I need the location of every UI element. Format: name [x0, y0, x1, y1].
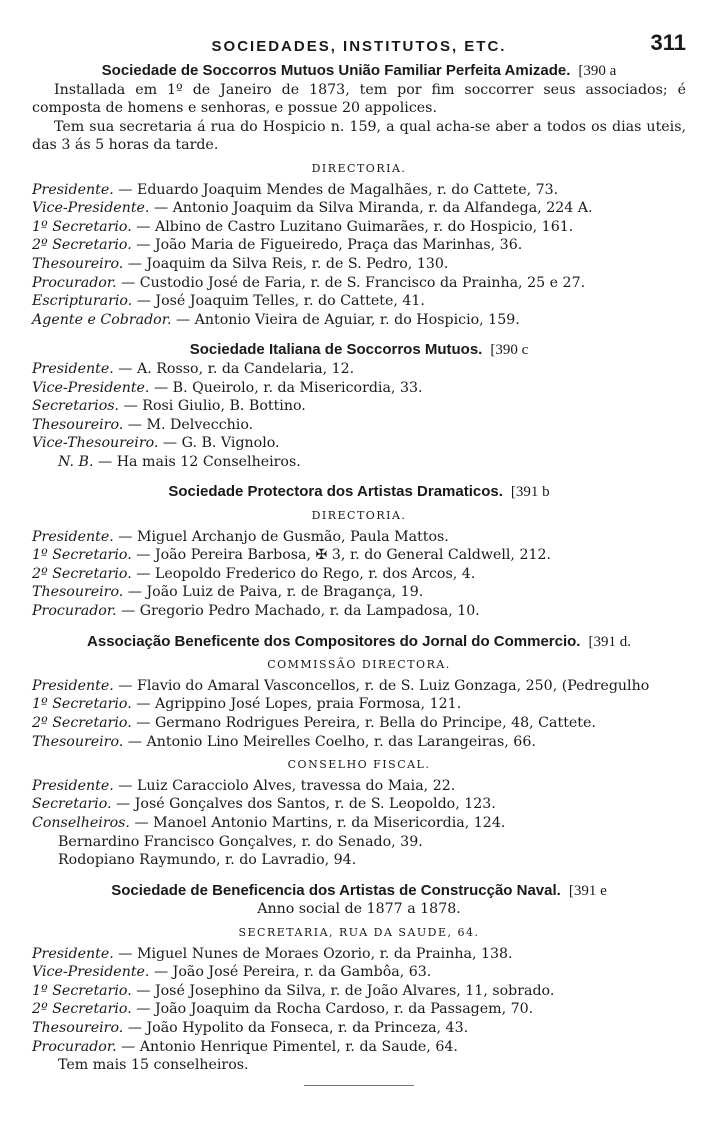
entry: Vice-Thesoureiro. — G. B. Vignolo.: [32, 435, 280, 452]
entry: 1º Secretario. — João Pereira Barbosa, ✠ 3, r. do General Caldwell, 212.: [32, 547, 552, 564]
entry-text: João Hypolito da Fonseca, r. da Princeza, 43.: [146, 1019, 469, 1036]
page-header: [32, 30, 686, 62]
entry: Escripturario. — José Joaquim Telles, r. do Cattete, 41.: [32, 293, 425, 310]
role-label: Conselheiros.: [32, 814, 130, 831]
entry: 1º Secretario. — Albino de Castro Luzitano Guimarães, r. do Hospicio, 161.: [32, 218, 574, 235]
entry: Vice-Presidente. — Antonio Joaquim da Silva Miranda, r. da Alfandega, 224 A.: [32, 200, 593, 217]
entry: 2º Secretario. — Germano Rodrigues Pereira, r. Bella do Principe, 48, Cattete.: [32, 715, 596, 731]
entry: Vice-Presidente. — B. Queirolo, r. da Misericordia, 33.: [32, 379, 423, 396]
entry: Secretarios. — Rosi Giulio, B. Bottino.: [32, 398, 306, 415]
subheading: COMMISSÃO DIRECTORA.: [267, 658, 451, 672]
entry: Thesoureiro. — João Luiz de Paiva, r. de Bragança, 19.: [32, 584, 424, 601]
entry-text: M. Delvecchio.: [146, 416, 254, 433]
section-artistas-dramaticos: [32, 483, 686, 620]
role-label: Thesoureiro.: [32, 733, 124, 750]
section-ref: [391 b: [510, 484, 550, 501]
entry: 1º Secretario. — Agrippino José Lopes, praia Formosa, 121.: [32, 696, 462, 713]
entry-text: Eduardo Joaquim Mendes de Magalhães, r. do Cattete, 73.: [136, 181, 559, 198]
role-label: Secretario.: [32, 796, 112, 813]
section-title: Sociedade de Soccorros Mutuos União Familiar Perfeita Amizade. [390 a: [101, 62, 617, 79]
role-label: 2º Secretario.: [32, 715, 132, 731]
role-label: Presidente.: [32, 181, 114, 198]
section-subtitle: Anno social de 1877 a 1878.: [257, 901, 461, 918]
role-label: Vice-Presidente.: [32, 964, 150, 981]
role-label: 1º Secretario.: [32, 696, 132, 713]
note-text: Ha mais 12 Conselheiros.: [116, 453, 301, 470]
entry-text: José Gonçalves dos Santos, r. de S. Leopoldo, 123.: [134, 796, 496, 813]
entry: Secretario. — José Gonçalves dos Santos, r. de S. Leopoldo, 123.: [32, 796, 496, 813]
section-ref: [390 a: [578, 63, 617, 79]
role-label: 1º Secretario.: [32, 982, 132, 999]
entry-text: Agrippino José Lopes, praia Formosa, 121.: [154, 696, 462, 713]
entry-text: Flavio do Amaral Vasconcellos, r. de S. Luiz Gonzaga, 250, (Pedregulho: [136, 677, 650, 694]
entry-text: Gregorio Pedro Machado, r. da Lampadosa, 10.: [139, 603, 480, 620]
role-label: Presidente.: [32, 360, 114, 377]
section-title: Sociedade Protectora dos Artistas Dramaticos. [391 b: [168, 483, 550, 501]
entry: Thesoureiro. — M. Delvecchio.: [32, 416, 254, 433]
entry: Presidente. — Eduardo Joaquim Mendes de Magalhães, r. do Cattete, 73.: [32, 181, 559, 198]
entry: Procurador. — Gregorio Pedro Machado, r. da Lampadosa, 10.: [32, 603, 480, 620]
section-ref: [391 e: [568, 882, 607, 899]
role-label: 2º Secretario.: [32, 1001, 132, 1018]
entry: Presidente. — A. Rosso, r. da Candelaria, 12.: [32, 360, 355, 377]
entry-text: João Joaquim da Rocha Cardoso, r. da Passagem, 70.: [154, 1001, 534, 1018]
subheading: CONSELHO FISCAL.: [287, 758, 431, 772]
section-title: Associação Beneficente dos Compositores do Jornal do Commercio. [391 d.: [87, 632, 631, 650]
entry: Procurador. — Custodio José de Faria, r. de S. Francisco da Prainha, 25 e 27.: [32, 274, 586, 291]
entry-text: Antonio Vieira de Aguiar, r. do Hospicio, 159.: [194, 311, 520, 328]
subheading: DIRECTORIA.: [311, 161, 407, 175]
section-gap: [32, 870, 686, 882]
section-uniao-familiar: [32, 62, 686, 329]
entry: Presidente. — Miguel Archanjo de Gusmão, Paula Mattos.: [32, 528, 449, 545]
section-gap: [32, 471, 686, 483]
entry: Agente e Cobrador. — Antonio Vieira de Aguiar, r. do Hospicio, 159.: [32, 311, 520, 328]
section-gap: [32, 329, 686, 341]
subheading: SECRETARIA, RUA DA SAUDE, 64.: [238, 925, 480, 939]
entry: Conselheiros. — Manoel Antonio Martins, r. da Misericordia, 124.: [32, 814, 506, 831]
role-label: Procurador.: [32, 1038, 117, 1055]
entry: 2º Secretario. — João Joaquim da Rocha Cardoso, r. da Passagem, 70.: [32, 1001, 534, 1018]
role-label: Presidente.: [32, 677, 114, 694]
role-label: Presidente.: [32, 777, 114, 794]
role-label: 1º Secretario.: [32, 218, 132, 235]
section-compositores: [32, 633, 686, 870]
paragraph: Installada em 1º de Janeiro de 1873, tem por fim soccorrer seus associados; é composta de homens e senhoras, e possue 20 appolices.: [32, 81, 686, 117]
entry-text: Leopoldo Frederico do Rego, r. dos Arcos, 4.: [154, 565, 476, 582]
role-label: Procurador.: [32, 274, 117, 291]
end-rule: [304, 1085, 414, 1086]
entry-text: João Luiz de Paiva, r. de Bragança, 19.: [146, 584, 424, 601]
role-label: Thesoureiro.: [32, 416, 124, 433]
section-italiana: [32, 341, 686, 471]
entry-text: Antonio Joaquim da Silva Miranda, r. da Alfandega, 224 A.: [172, 200, 593, 217]
entry: 2º Secretario. — João Maria de Figueiredo, Praça das Marinhas, 36.: [32, 237, 523, 254]
running-title: SOCIEDADES, INSTITUTOS, ETC.: [211, 38, 507, 55]
entry-text: Luiz Caracciolo Alves, travessa do Maia, 22.: [136, 777, 456, 794]
entry: Thesoureiro. — Antonio Lino Meirelles Coelho, r. das Larangeiras, 66.: [32, 733, 536, 750]
role-label: 1º Secretario.: [32, 547, 132, 564]
entry-text: Rosi Giulio, B. Bottino.: [142, 398, 306, 415]
role-label: Vice-Presidente.: [32, 200, 150, 217]
entry: 1º Secretario. — José Josephino da Silva, r. de João Alvares, 11, sobrado.: [32, 982, 555, 999]
entry: Thesoureiro. — João Hypolito da Fonseca, r. da Princeza, 43.: [32, 1019, 469, 1036]
entry: Thesoureiro. — Joaquim da Silva Reis, r. de S. Pedro, 130.: [32, 255, 449, 272]
section-ref: [390 c: [490, 342, 529, 359]
entry-text: Custodio José de Faria, r. de S. Francisco da Prainha, 25 e 27.: [139, 274, 586, 291]
entry-text: Antonio Lino Meirelles Coelho, r. das Larangeiras, 66.: [146, 733, 536, 750]
role-label: Thesoureiro.: [32, 1019, 124, 1036]
role-label: Vice-Thesoureiro.: [32, 435, 159, 452]
entry-continuation: Bernardino Francisco Gonçalves, r. do Senado, 39.: [58, 833, 423, 850]
entry-text: G. B. Vignolo.: [181, 435, 280, 452]
entry: Presidente. — Luiz Caracciolo Alves, travessa do Maia, 22.: [32, 777, 456, 794]
closing-line: Tem mais 15 conselheiros.: [58, 1057, 249, 1074]
entry-text: Joaquim da Silva Reis, r. de S. Pedro, 130.: [146, 255, 449, 272]
section-title: Sociedade Italiana de Soccorros Mutuos. [390 c: [189, 341, 529, 359]
role-label: 2º Secretario.: [32, 565, 132, 582]
entry-text: João Pereira Barbosa, ✠ 3, r. do General Caldwell, 212.: [154, 547, 552, 564]
entry-text: Antonio Henrique Pimentel, r. da Saude, 64.: [139, 1038, 458, 1055]
section-ref: [391 d.: [588, 633, 631, 650]
section-title: Sociedade de Beneficencia dos Artistas de Construcção Naval. [391 e: [111, 881, 607, 899]
entry: Presidente. — Flavio do Amaral Vasconcellos, r. de S. Luiz Gonzaga, 250, (Pedregulho: [32, 677, 650, 694]
role-label: 2º Secretario.: [32, 237, 132, 254]
role-label: Thesoureiro.: [32, 255, 124, 272]
role-label: Agente e Cobrador.: [32, 311, 172, 328]
role-label: Escripturario.: [32, 293, 133, 310]
entry-text: José Joaquim Telles, r. do Cattete, 41.: [155, 293, 425, 310]
section-gap: [32, 621, 686, 633]
entry-text: João José Pereira, r. da Gambôa, 63.: [172, 964, 432, 981]
role-label: Vice-Presidente.: [32, 379, 150, 396]
section-construccao-naval: [32, 882, 686, 1075]
entry: Procurador. — Antonio Henrique Pimentel, r. da Saude, 64.: [32, 1038, 458, 1055]
entry-text: Albino de Castro Luzitano Guimarães, r. do Hospicio, 161.: [154, 218, 574, 235]
page-number: 311: [650, 30, 686, 55]
role-label: Secretarios.: [32, 398, 120, 415]
entry-text: Manoel Antonio Martins, r. da Misericordia, 124.: [153, 814, 506, 831]
role-label: Presidente.: [32, 945, 114, 962]
paragraph: Tem sua secretaria á rua do Hospicio n. 159, a qual acha-se aber a todos os dias uteis, das 3 ás 5 horas da tarde.: [32, 118, 686, 154]
entry-text: B. Queirolo, r. da Misericordia, 33.: [172, 379, 423, 396]
entry-continuation: Rodopiano Raymundo, r. do Lavradio, 94.: [58, 852, 357, 869]
subheading: DIRECTORIA.: [311, 509, 407, 523]
note: N. B. — Ha mais 12 Conselheiros.: [58, 453, 301, 470]
entry: 2º Secretario. — Leopoldo Frederico do Rego, r. dos Arcos, 4.: [32, 565, 476, 582]
role-label: Procurador.: [32, 603, 117, 620]
entry-text: Germano Rodrigues Pereira, r. Bella do Principe, 48, Cattete.: [154, 715, 596, 731]
note-label: N. B.: [58, 453, 94, 470]
entry: Vice-Presidente. — João José Pereira, r. da Gambôa, 63.: [32, 964, 432, 981]
entry-text: José Josephino da Silva, r. de João Alvares, 11, sobrado.: [154, 982, 555, 999]
entry-text: Miguel Nunes de Moraes Ozorio, r. da Prainha, 138.: [136, 945, 513, 962]
entry-text: João Maria de Figueiredo, Praça das Marinhas, 36.: [154, 237, 523, 254]
entry-text: A. Rosso, r. da Candelaria, 12.: [136, 360, 355, 377]
entry: Presidente. — Miguel Nunes de Moraes Ozorio, r. da Prainha, 138.: [32, 945, 513, 962]
role-label: Presidente.: [32, 528, 114, 545]
entry-text: Miguel Archanjo de Gusmão, Paula Mattos.: [136, 528, 449, 545]
role-label: Thesoureiro.: [32, 584, 124, 601]
